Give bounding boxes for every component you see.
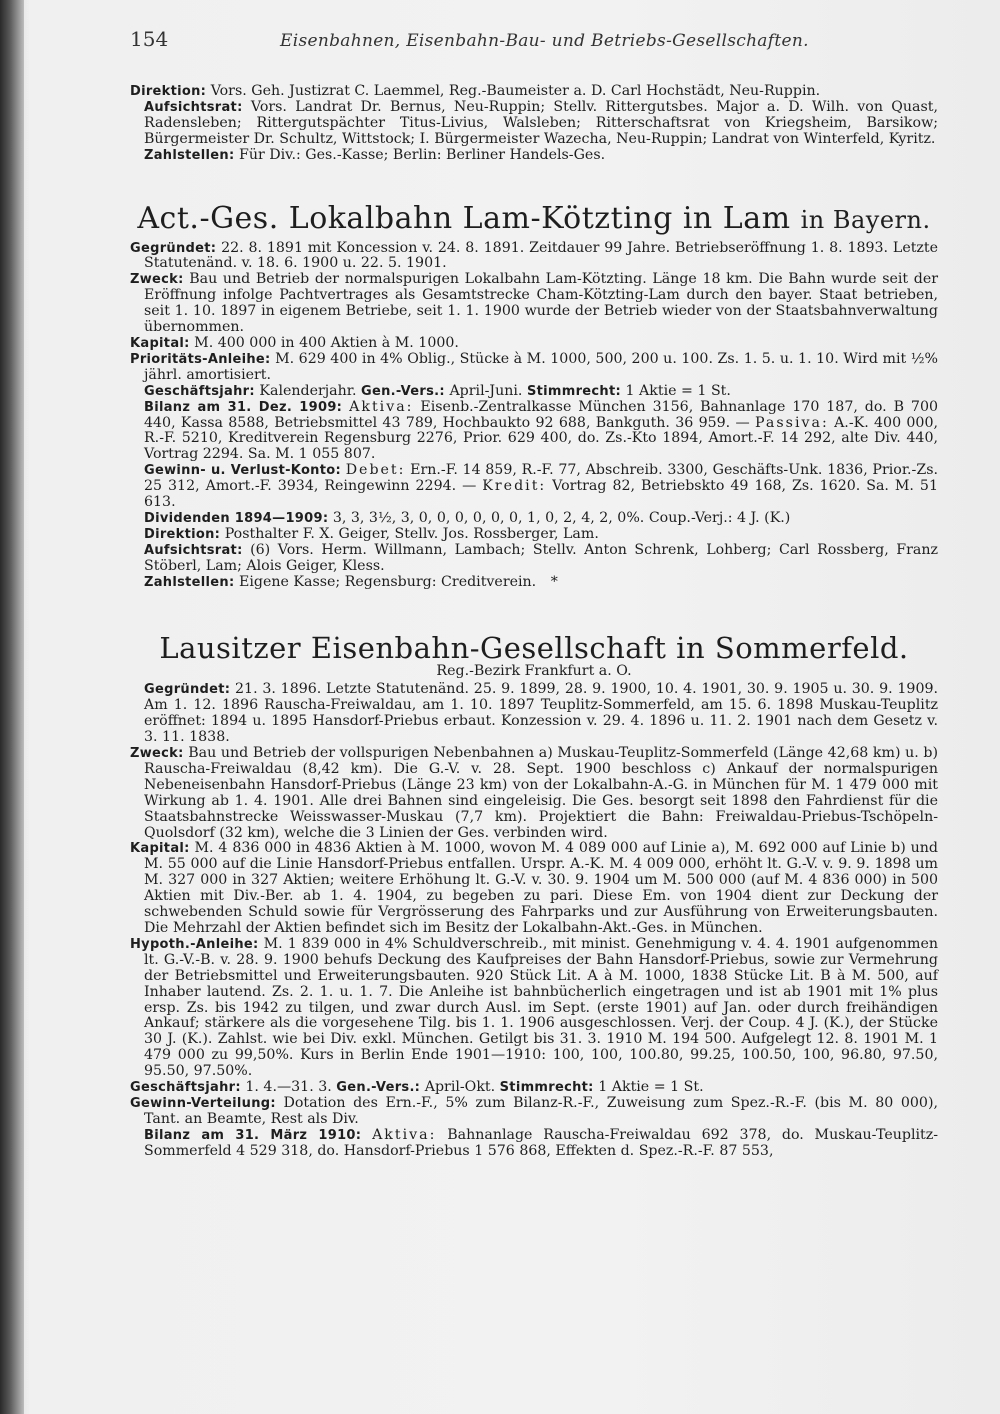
lam-zweck-text: Bau und Betrieb der normalspurigen Lokalbahn Lam-Kötzting. Länge 18 km. Die Bahn wurde seit der Eröffnung infolge Pachtvertrages als Gesamtstrecke Cham-Kötzting-Lam durch den bayer. Staat betrieben, seit 1. 10. 1897 in eigenem Betriebe, seit 1. 1. 1900 wurde der Betrieb wieder von der Staatsbahnverwaltung übernommen.	[144, 271, 939, 336]
lam-zahlstellen-label: Zahlstellen:	[144, 574, 235, 590]
top-aufsichtsrat	[130, 100, 938, 148]
lausitz-aktiva-label: Aktiva:	[372, 1126, 437, 1143]
top-direktion-label: Direktion:	[130, 84, 207, 99]
lam-aufsichtsrat-label: Aufsichtsrat:	[144, 542, 243, 558]
lausitz-hypoth-label: Hypoth.-Anleihe:	[130, 936, 259, 952]
page-content	[130, 27, 939, 1160]
lam-passiva-text: A.-K. 400 000, R.-F. 5210, Kreditverein Regensburg 2276, Prior. 629 400, do. Zs.-Kto 1894, Amort.-F. 14 292, alte Div. 440, Vortrag 2294. Sa. M. 1 055 807.	[144, 414, 938, 463]
footnote-mark: *	[550, 573, 558, 590]
lam-gegruendet-label: Gegründet:	[130, 240, 217, 256]
top-zahlstellen	[130, 148, 938, 164]
lam-heading-suffix: in Bayern.	[800, 205, 931, 234]
lam-direktion	[130, 527, 938, 543]
lausitz-gewinn-verteilung	[130, 1096, 938, 1128]
lausitz-bilanz-label: Bilanz am 31. März 1910:	[144, 1127, 362, 1143]
lausitz-stimmrecht-label: Stimmrecht:	[499, 1080, 594, 1096]
lam-prioritaets-anleihe	[130, 352, 938, 384]
lam-dividenden-text: 3, 3, 3½, 3, 0, 0, 0, 0, 0, 0, 1, 0, 2, 4, 2, 0%. Coup.-Verj.: 4 J. (K.)	[332, 509, 791, 526]
lam-gewinn-verlust: Gewinn- u. Verlust-Konto: Debet: Ern.-F. 14 859, R.-F. 77, Abschreib. 3300, Geschäfts-Unk. 1836, Prior.-Zs. 25 312, Amort.-F. 3934, Reingewinn 2294. — Kredit: Vortrag 82, Betriebskto 49 168, Zs. 1620. Sa. M. 51 613.	[144, 462, 938, 511]
lam-kredit-label: Kredit:	[482, 478, 547, 495]
lam-bilanz-label: Bilanz am 31. Dez. 1909:	[144, 399, 343, 415]
lausitz-zweck-text: Bau und Betrieb der vollspurigen Nebenbahnen a) Muskau-Teuplitz-Sommerfeld (Länge 42,68 km) u. b) Rauscha-Freiwaldau (8,42 km). Die G.-V. v. 28. Sept. 1900 beschloss c) Ankauf der normalspurigen Nebeneisenbahn Hansdorf-Priebus (Länge 23 km) von der Lokalbahn-A.-G. in München für M. 1 479 000 mit Wirkung ab 1. 4. 1901. Alle drei Bahnen sind eingeleisig. Die Ges. besorgt seit 1898 den Fahrdienst für die Staatsbahnstrecke Weisswasser-Muskau (7,7 km). Projektiert die Bahn: Freiwaldau-Priebus-Tschöpeln-Quolsdorf (32 km), welche die 3 Linien der Ges. verbinden wird.	[144, 745, 938, 841]
lam-kredit-text: Vortrag 82, Betriebskto 49 168, Zs. 1620. Sa. M. 51 613.	[144, 478, 938, 511]
lam-stimmrecht-text: 1 Aktie = 1 St.	[625, 382, 731, 399]
lausitz-kapital-label: Kapital:	[130, 841, 190, 857]
lausitz-heading: Lausitzer Eisenbahn-Gesellschaft in Sommerfeld.	[159, 631, 909, 666]
lam-genvers-label: Gen.-Vers.:	[361, 383, 445, 399]
lam-stimmrecht-label: Stimmrecht:	[526, 383, 621, 399]
lausitz-gewinnvert-text: Dotation des Ern.-F., 5% zum Bilanz-R.-F., Zuweisung zum Spez.-R.-F. (bis M. 80 000), Tant. an Beamte, Rest als Div.	[144, 1094, 938, 1127]
lam-geschaeftsjahr-text: Kalenderjahr.	[259, 382, 357, 399]
lausitz-subheading: Reg.-Bezirk Frankfurt a. O.	[436, 663, 632, 680]
lausitz-hypoth-anleihe	[130, 937, 938, 1080]
lam-geschaeftsjahr-label: Geschäftsjahr:	[144, 383, 255, 399]
lam-zweck-label: Zweck:	[130, 272, 184, 288]
lausitz-geschaeftsjahr-text: 1. 4.—31. 3.	[245, 1079, 332, 1096]
lam-prioritaets-label: Prioritäts-Anleihe:	[130, 351, 271, 367]
lam-bilanz: Bilanz am 31. Dez. 1909: Aktiva: Eisenb.-Zentralkasse München 3156, Bahnanlage 170 187, do. B 700 440, Kassa 8588, Betriebsmittel 43 789, Hochbaukto 92 688, Bankguth. 36 959. — Passiva: A.-K. 400 000, R.-F. 5210, Kreditverein Regensburg 2276, Prior. 629 400, do. Zs.-Kto 1894, Amort.-F. 14 292, alte Div. 440, Vortrag 2294. Sa. M. 1 055 807.	[144, 398, 938, 463]
lam-aufsichtsrat-text: (6) Vors. Herm. Willmann, Lambach; Stellv. Anton Schrenk, Lohberg; Carl Rossberg, Franz Stöberl, Lam; Alois Geiger, Kless.	[144, 541, 939, 574]
top-aufsichtsrat-label: Aufsichtsrat:	[144, 99, 243, 115]
lam-gegruendet-text: 22. 8. 1891 mit Koncession v. 24. 8. 1891. Zeitdauer 99 Jahre. Betriebseröffnung 1. 8. 1893. Letzte Statutenänd. v. 18. 6. 1900 u. 22. 5. 1901.	[144, 239, 938, 272]
lam-aktiva-text: Eisenb.-Zentralkasse München 3156, Bahnanlage 170 187, do. B 700 440, Kassa 8588, Betriebsmittel 43 789, Hochbaukto 92 688, Bankguth. 36 959.	[144, 398, 938, 431]
lam-heading-main: Act.-Ges. Lokalbahn Lam-Kötzting in Lam	[137, 200, 791, 236]
lam-debet-label: Debet:	[345, 462, 406, 479]
lausitz-zweck-label: Zweck:	[130, 746, 184, 761]
lam-direktion-label: Direktion:	[144, 526, 221, 542]
lam-dividenden-label: Dividenden 1894—1909:	[144, 510, 329, 526]
top-zahlstellen-text: Für Div.: Ges.-Kasse; Berlin: Berliner Handels-Ges.	[238, 146, 606, 163]
lausitz-kapital-text: M. 4 836 000 in 4836 Aktien à M. 1000, wovon M. 4 089 000 auf Linie a), M. 692 000 auf Linie b) und M. 55 000 auf die Linie Hansdorf-Priebus entfallen. Urspr. A.-K. M. 4 009 000, erhöht lt. G.-V. v. 9. 9. 1898 um M. 327 000 in 327 Aktien; weitere Erhöhung lt. G.-V. v. 30. 9. 1904 um M. 500 000 (auf M. 4 836 000) in 500 Aktien mit Div.-Ber. ab 1. 4. 1904, zu begeben zu pari. Diese Em. von 1904 dient zur Deckung der schwebenden Schuld sowie für Vergrösserung des Fahrparks und zur Ausführung von Erweiterungsbauten. Die Mehrzahl der Aktien befindet sich im Besitz der Lokalbahn-Akt.-Ges. in München.	[144, 840, 938, 936]
page-number: 154	[130, 27, 169, 51]
top-direktion-text: Vors. Geh. Justizrat C. Laemmel, Reg.-Baumeister a. D. Carl Hochstädt, Neu-Ruppin.	[210, 83, 821, 99]
running-title: Eisenbahnen, Eisenbahn-Bau- und Betriebs-Gesellschaften.	[280, 31, 809, 51]
lam-kapital-label: Kapital:	[130, 335, 190, 351]
lausitz-gegruendet-label: Gegründet:	[144, 682, 231, 698]
lausitz-genvers-text: April-Okt.	[424, 1079, 496, 1096]
lausitz-gegruendet-text: 21. 3. 1896. Letzte Statutenänd. 25. 9. 1899, 28. 9. 1900, 10. 4. 1901, 30. 9. 1905 u. 30. 9. 1909. Am 1. 12. 1896 Rauscha-Freiwaldau, am 1. 10. 1897 Teuplitz-Sommerfeld, am 15. 6. 1898 Muskau-Teuplitz eröffnet: 1894 u. 1895 Hansdorf-Priebus erbaut. Konzession v. 29. 4. 1896 u. 11. 2. 1901 nach dem Gesetz v. 3. 11. 1838.	[144, 681, 939, 746]
lam-gewinn-label: Gewinn- u. Verlust-Konto:	[144, 463, 341, 479]
running-head	[130, 27, 938, 62]
lam-zahlstellen	[130, 575, 938, 591]
lausitz-gegruendet	[130, 682, 938, 746]
lausitz-genvers-label: Gen.-Vers.:	[336, 1080, 421, 1096]
top-aufsichtsrat-text: Vors. Landrat Dr. Bernus, Neu-Ruppin; Stellv. Rittergutsbes. Major a. D. Wilh. von Quast, Radensleben; Rittergutspächter Titus-Livius, Walsleben; Ritterschaftsrat von Kriegsheim, Barsikow; Bürgermeister Dr. Schultz, Wittstock; I. Bürgermeister Wazecha, Neu-Ruppin; Landrat von Winterfeld, Kyritz.	[144, 98, 938, 147]
lausitz-zweck	[130, 746, 938, 841]
lam-prioritaets-text: M. 629 400 in 4% Oblig., Stücke à M. 1000, 500, 200 u. 100. Zs. 1. 5. u. 1. 10. Wird mit ½% jährl. amortisiert.	[144, 350, 938, 383]
lausitz-geschaeftsjahr-line	[130, 1080, 938, 1096]
lausitz-aktiva-text: Bahnanlage Rauscha-Freiwaldau 692 378, do. Muskau-Teuplitz-Sommerfeld 4 529 318, do. Hansdorf-Priebus 1 576 868, Effekten d. Spez.-R.-F. 87 553,	[144, 1126, 938, 1159]
lam-gegruendet	[130, 241, 938, 273]
lam-heading	[130, 202, 938, 237]
lausitz-stimmrecht-text: 1 Aktie = 1 St.	[598, 1079, 704, 1096]
book-spine	[0, 0, 24, 1414]
lam-kapital	[130, 336, 938, 352]
top-direktion	[130, 84, 938, 100]
lausitz-bilanz	[130, 1128, 938, 1160]
lam-direktion-text: Posthalter F. X. Geiger, Stellv. Jos. Rossberger, Lam.	[224, 525, 599, 542]
lam-zweck	[130, 272, 938, 336]
lam-geschaeftsjahr-line	[130, 384, 938, 400]
lam-kapital-text: M. 400 000 in 400 Aktien à M. 1000.	[194, 334, 459, 351]
lam-passiva-label: Passiva:	[755, 414, 829, 431]
lam-debet-text: Ern.-F. 14 859, R.-F. 77, Abschreib. 3300, Geschäfts-Unk. 1836, Prior.-Zs. 25 312, Amort.-F. 3934, Reingewinn 2294.	[144, 462, 938, 495]
lam-genvers-text: April-Juni.	[449, 382, 523, 399]
lausitz-geschaeftsjahr-label: Geschäftsjahr:	[130, 1080, 241, 1096]
lausitz-hypoth-text: M. 1 839 000 in 4% Schuldverschreib., mit minist. Genehmigung v. 4. 4. 1901 aufgenommen lt. G.-V.-B. v. 28. 9. 1900 behufs Deckung des Kaufpreises der Bahn Hansdorf-Priebus, sowie zur Vermehrung der Betriebsmittel und Erweiterungsbauten. 920 Stück Lit. A à M. 1000, 1838 Stücke Lit. B à M. 500, auf Inhaber lautend. Zs. 2. 1. u. 1. 7. Die Anleihe ist bahnbücherlich eingetragen und ist ab 1901 mit 1% plus ersp. Zs. bis 1942 zu tilgen, und zwar durch Ausl. im Sept. (erste 1901) auf Jan. oder durch freihändigen Ankauf; stärkere als die vorgesehene Tilg. bis 1. 1. 1906 ausgeschlossen. Verj. der Coup. 4 J. (K.), der Stücke 30 J. (K.). Zahlst. wie bei Div. exkl. München. Getilgt bis 31. 3. 1910 M. 194 500. Aufgelegt 12. 8. 1901 M. 1 479 000 zu 99,50%. Kurs in Berlin Ende 1901—1910: 100, 100, 100.80, 99.25, 100.50, 100, 96.80, 97.50, 95.50, 97.50%.	[144, 935, 938, 1080]
lausitz-kapital	[130, 841, 938, 936]
lam-dividenden	[130, 511, 938, 527]
lausitz-gewinnvert-label: Gewinn-Verteilung:	[130, 1095, 276, 1111]
lam-aktiva-label: Aktiva:	[349, 398, 414, 415]
lam-zahlstellen-text: Eigene Kasse; Regensburg: Creditverein.	[238, 573, 537, 590]
top-zahlstellen-label: Zahlstellen:	[144, 147, 235, 163]
lam-aufsichtsrat	[130, 543, 938, 575]
